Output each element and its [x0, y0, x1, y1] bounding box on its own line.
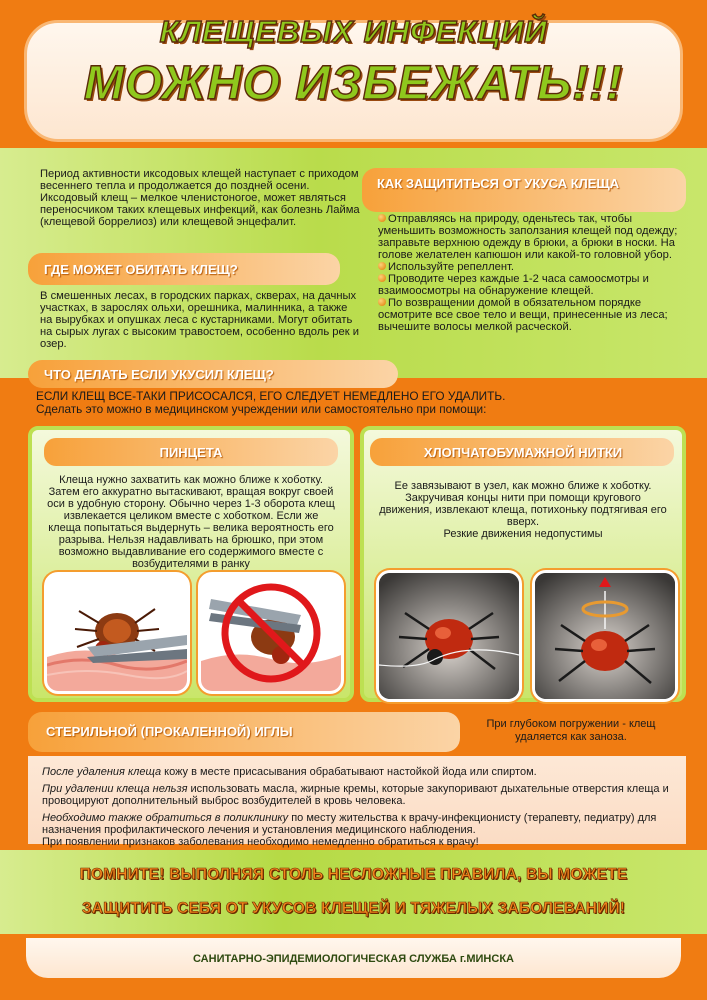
title-line-2: МОЖНО ИЗБЕЖАТЬ!!! [83, 57, 624, 110]
thread-instructions: Ее завязывают в узел, как можно ближе к хоботку. Закручивая концы нити при помощи кругового движения, извлекают клеща, потихоньку подтягивая его вверх. [379, 480, 667, 528]
remember-line-1: ПОМНИТЕ! ВЫПОЛНЯЯ СТОЛЬ НЕСЛОЖНЫЕ ПРАВИЛА, ВЫ МОЖЕТЕ [79, 866, 628, 883]
orange-dot-icon [378, 274, 386, 282]
list-item: По возвращении домой в обязательном порядке осмотрите все свое тело и вещи, принесенные из леса; вычешите волосы мелкой расческой. [378, 297, 668, 333]
bitten-line-2: Сделать это можно в медицинском учреждении или самостоятельно при помощи: [36, 402, 487, 416]
where-heading: ГДЕ МОЖЕТ ОБИТАТЬ КЛЕЩ? [44, 262, 238, 277]
bitten-text [36, 390, 696, 416]
after-removal-text [42, 766, 672, 853]
orange-dot-icon [378, 262, 386, 270]
remember-line-2: ЗАЩИТИТЬ СЕБЯ ОТ УКУСОВ КЛЕЩЕЙ И ТЯЖЕЛЫХ ЗАБОЛЕВАНИЙ! [81, 900, 626, 917]
title-line-1: КЛЕЩЕВЫХ ИНФЕКЦИЙ [159, 14, 548, 49]
after-paragraph: После удаления клеща кожу в месте присасывания обрабатывают настойкой йода или спиртом. [42, 766, 537, 778]
tweezers-text: Клеща нужно захватить как можно ближе к хоботку. Затем его аккуратно вытаскивают, вращая вокруг своей оси в удобную сторону. Обычно через 1-3 оборота клещ извлекается целиком вместе с хоботком. Если же клеща попытаться выдернуть – велика вероятность его разрыва. Нельзя надавливать на брюшко, при этом возможно выдавливание его содержимого вместе с возбудителями в ранку [47, 474, 335, 570]
after-paragraph: Необходимо также обратиться в поликлинику по месту жительства к врачу-инфекционисту (терапевту, педиатру) для назначения профилактического лечения и установления медицинского наблюдения. [42, 812, 657, 836]
thread-warning: Резкие движения недопустимы [443, 528, 603, 540]
orange-dot-icon [378, 298, 386, 306]
remember-band [0, 850, 707, 934]
protect-heading: КАК ЗАЩИТИТЬСЯ ОТ УКУСА КЛЕЩА [377, 176, 620, 191]
thread-heading: ХЛОПЧАТОБУМАЖНОЙ НИТКИ [423, 445, 623, 460]
footer-text: САНИТАРНО-ЭПИДЕМИОЛОГИЧЕСКАЯ СЛУЖБА г.МИНСКА [193, 953, 514, 965]
after-paragraph: При удалении клеща нельзя использовать масла, жирные кремы, которые закупоривают дыхательные отверстия клеща и провоцируют дополнительный выброс возбудителей в кровь человека. [42, 783, 669, 807]
intro-text: Период активности иксодовых клещей наступает с приходом весеннего тепла и продолжается до поздней осени. Иксодовый клещ – мелкое членистоногое, может являться переносчиком таких клещевых инфекций, как болезнь Лайма (клещевой боррелиоз) или клещевой энцефалит. [40, 168, 360, 228]
protect-list [378, 213, 680, 333]
needle-heading: СТЕРИЛЬНОЙ (ПРОКАЛЕННОЙ) ИГЛЫ [46, 724, 293, 739]
prohibited-squeeze-illustration [198, 572, 344, 694]
tweezers-heading: ПИНЦЕТА [159, 445, 223, 460]
where-text: В смешенных лесах, в городских парках, скверах, на дачных участках, в зарослях ольхи, орешника, малинника, а также на вырубках и опушках леса с кустарниками. Могут обитать на сырых лугах с высоким травостоем, особенно вдоль рек и озер. [40, 290, 359, 350]
list-item: Проводите через каждые 1-2 часа самоосмотры и взаимоосмотры на обнаружение клещей. [378, 273, 649, 297]
thread-text [378, 480, 668, 540]
orange-dot-icon [378, 214, 386, 222]
tick-thread-loop-photo [376, 570, 522, 702]
tick-tweezers-illustration [44, 572, 190, 694]
bitten-heading: ЧТО ДЕЛАТЬ ЕСЛИ УКУСИЛ КЛЕЩ? [44, 367, 274, 382]
list-item: Отправляясь на природу, оденьтесь так, чтобы уменьшить возможность заползания клещей под одежду; заправьте верхнюю одежду в брюки, а брюки в носки. На голове желателен капюшон или какой-то головной убор. [378, 213, 678, 261]
needle-note: При глубоком погружении - клещ удаляется как заноза. [486, 718, 656, 743]
after-paragraph: При появлении признаков заболевания необходимо немедленно обратиться к врачу! [42, 836, 479, 848]
thread-card [360, 426, 686, 702]
tweezers-card [28, 426, 354, 702]
tick-thread-pull-photo [532, 570, 678, 702]
list-item: Используйте репеллент. [378, 261, 680, 273]
bitten-line-1: ЕСЛИ КЛЕЩ ВСЕ-ТАКИ ПРИСОСАЛСЯ, ЕГО СЛЕДУЕТ НЕМЕДЛЕНО ЕГО УДАЛИТЬ. [36, 389, 506, 403]
